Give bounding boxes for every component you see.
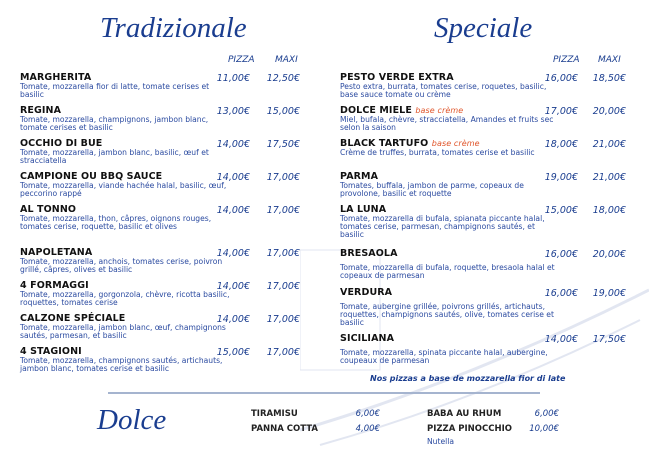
price-maxi: 20,00€ (592, 249, 626, 260)
dessert-price: 6,00€ (355, 409, 380, 419)
dessert-name: PIZZA PINOCCHIO (427, 424, 512, 434)
price-pizza: 15,00€ (544, 205, 578, 216)
price-pizza: 14,00€ (216, 281, 250, 292)
price-pizza: 14,00€ (216, 139, 250, 150)
price-maxi: 17,00€ (266, 347, 300, 358)
price-pizza: 16,00€ (544, 73, 578, 84)
item-description: Tomate, mozzarella di bufala, spianata piccante halal, tomates cerise, parmesan, champignons sautés, et basilic (340, 214, 545, 239)
column-header-maxi: MAXI (598, 55, 621, 65)
price-maxi: 17,00€ (266, 172, 300, 183)
price-maxi: 18,50€ (592, 73, 626, 84)
column-header-maxi: MAXI (275, 55, 298, 65)
item-description: Tomate, mozzarella, gorgonzola, chèvre, ricotta basilic, roquettes, tomates cerise (20, 290, 230, 307)
price-pizza: 14,00€ (544, 334, 578, 345)
dessert-price: 6,00€ (534, 409, 559, 419)
dessert-description: Nutella (427, 437, 455, 446)
item-name: MARGHERITA (20, 72, 92, 83)
item-name: PESTO VERDE EXTRA (340, 72, 454, 83)
item-description: Tomate, mozzarella, viande hachée halal, basilic, œuf, peccorino rappé (20, 181, 227, 198)
price-maxi: 21,00€ (592, 139, 626, 150)
price-maxi: 17,50€ (592, 334, 626, 345)
price-maxi: 20,00€ (592, 106, 626, 117)
item-name: OCCHIO DI BUE (20, 138, 103, 149)
base-creme-tag: base crème (415, 106, 464, 115)
item-description: Tomate, mozzarella, champignons, jambon blanc, tomate cerises et basilic (20, 115, 209, 132)
mozzarella-note: Nos pizzas a base de mozzarella fior di late (370, 374, 566, 383)
price-maxi: 17,00€ (266, 314, 300, 325)
item-description: Crème de truffes, burrata, tomates cerise et basilic (340, 148, 535, 157)
item-name: REGINA (20, 105, 62, 116)
price-pizza: 14,00€ (216, 248, 250, 259)
item-name: NAPOLETANA (20, 247, 93, 258)
menu-item (340, 249, 555, 280)
price-pizza: 19,00€ (544, 172, 578, 183)
item-description: Tomate, mozzarella, thon, câpres, oignons rouges, tomates cerise, roquette, basilic et olives (20, 214, 212, 231)
divider (108, 392, 540, 394)
price-maxi: 12,50€ (266, 73, 300, 84)
column-header-pizza: PIZZA (228, 55, 255, 65)
item-description: Tomate, aubergine grillée, poivrons grillés, artichauts, roquettes, champignons sautés, olive, tomates cerise et basilic (340, 302, 554, 327)
item-description: Tomate, mozzarella fior di latte, tomate cerises et basilic (20, 82, 210, 99)
price-pizza: 16,00€ (544, 288, 578, 299)
dessert-name: PANNA COTTA (251, 424, 318, 434)
item-name: 4 FORMAGGI (20, 280, 89, 291)
price-pizza: 13,00€ (216, 106, 250, 117)
item-description: Miel, bufala, chèvre, stracciatella, Amandes et fruits sec selon la saison (340, 115, 554, 132)
item-name: CALZONE SPÉCIALE (20, 313, 126, 324)
menu-item (340, 73, 555, 99)
menu-item (340, 288, 555, 327)
item-description: Tomate, mozzarella di bufala, roquette, bresaola halal et copeaux de parmesan (340, 263, 555, 280)
menu-item (340, 139, 555, 157)
dessert-name: BABA AU RHUM (427, 409, 502, 419)
item-name: LA LUNA (340, 204, 387, 215)
item-name: VERDURA (340, 287, 393, 298)
item-description: Tomate, mozzarella, jambon blanc, basilic, œuf et stracciatella (20, 148, 209, 165)
menu-item (340, 205, 555, 239)
item-description: Pesto extra, burrata, tomates cerise, roquetes, basilic, base sauce tomate ou crème (340, 82, 547, 99)
price-maxi: 17,00€ (266, 205, 300, 216)
price-maxi: 18,00€ (592, 205, 626, 216)
price-pizza: 16,00€ (544, 249, 578, 260)
section-title-tradizionale: Tradizionale (100, 12, 247, 44)
menu-item (340, 172, 555, 198)
item-description: Tomate, mozzarella, champignons sautés, artichauts, jambon blanc, tomates cerise et basilic (20, 356, 223, 373)
price-pizza: 14,00€ (216, 205, 250, 216)
price-maxi: 19,00€ (592, 288, 626, 299)
item-description: Tomate, mozzarella, anchois, tomates cerise, poivron grillé, câpres, olives et basilic (20, 257, 223, 274)
price-maxi: 15,00€ (266, 106, 300, 117)
item-name: AL TONNO (20, 204, 77, 215)
item-name: PARMA (340, 171, 379, 182)
item-name: 4 STAGIONI (20, 346, 82, 357)
price-pizza: 17,00€ (544, 106, 578, 117)
dessert-price: 4,00€ (355, 424, 380, 434)
menu-item (340, 106, 555, 132)
price-pizza: 14,00€ (216, 314, 250, 325)
item-description: Tomates, buffala, jambon de parme, copeaux de provolone, basilic et roquette (340, 181, 524, 198)
item-name: CAMPIONE OU BBQ SAUCE (20, 171, 163, 182)
price-pizza: 18,00€ (544, 139, 578, 150)
menu-item (340, 334, 555, 365)
section-title-dolce: Dolce (97, 404, 167, 436)
column-header-pizza: PIZZA (553, 55, 580, 65)
item-name: BRESAOLA (340, 248, 398, 259)
section-title-speciale: Speciale (434, 12, 533, 44)
item-name: BLACK TARTUFO base crème (340, 138, 480, 149)
item-name: SICILIANA (340, 333, 395, 344)
price-pizza: 14,00€ (216, 172, 250, 183)
price-pizza: 15,00€ (216, 347, 250, 358)
item-name: DOLCE MIELE base crème (340, 105, 464, 116)
price-maxi: 21,00€ (592, 172, 626, 183)
base-creme-tag: base crème (431, 139, 480, 148)
item-description: Tomate, mozzarella, spinata piccante halal, aubergine, coupeaux de parmesan (340, 348, 548, 365)
price-maxi: 17,00€ (266, 248, 300, 259)
price-pizza: 11,00€ (216, 73, 250, 84)
dessert-price: 10,00€ (529, 424, 559, 434)
item-description: Tomate, mozzarella, jambon blanc, œuf, champignons sautés, parmesan, et basilic (20, 323, 226, 340)
price-maxi: 17,00€ (266, 281, 300, 292)
dessert-name: TIRAMISU (251, 409, 298, 419)
price-maxi: 17,50€ (266, 139, 300, 150)
